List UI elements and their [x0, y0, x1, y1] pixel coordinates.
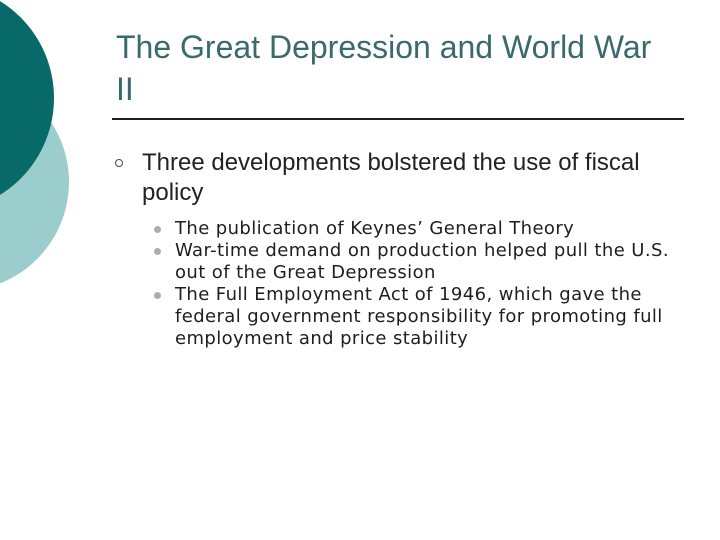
hollow-circle-bullet-icon	[115, 159, 123, 167]
bullet-list	[112, 148, 672, 350]
bullet-item	[112, 148, 672, 350]
title-divider	[112, 118, 684, 120]
slide-title: The Great Depression and World War II	[116, 29, 652, 107]
sub-bullet-item	[142, 284, 672, 350]
decorative-circles	[0, 0, 80, 290]
sub-bullet-list	[142, 218, 672, 350]
bullet-text: Three developments bolstered the use of fiscal policy	[142, 149, 640, 206]
sub-bullet-text: War-time demand on production helped pull the U.S. out of the Great Depression	[175, 240, 669, 283]
filled-circle-bullet-icon	[154, 248, 161, 255]
sub-bullet-item	[142, 240, 672, 284]
sub-bullet-text: The Full Employment Act of 1946, which gave the federal government responsibility for promoting full employment and price stability	[175, 284, 663, 349]
filled-circle-bullet-icon	[154, 292, 161, 299]
sub-bullet-item	[142, 218, 672, 240]
filled-circle-bullet-icon	[154, 226, 161, 233]
sub-bullet-text: The publication of Keynes’ General Theory	[175, 218, 575, 239]
